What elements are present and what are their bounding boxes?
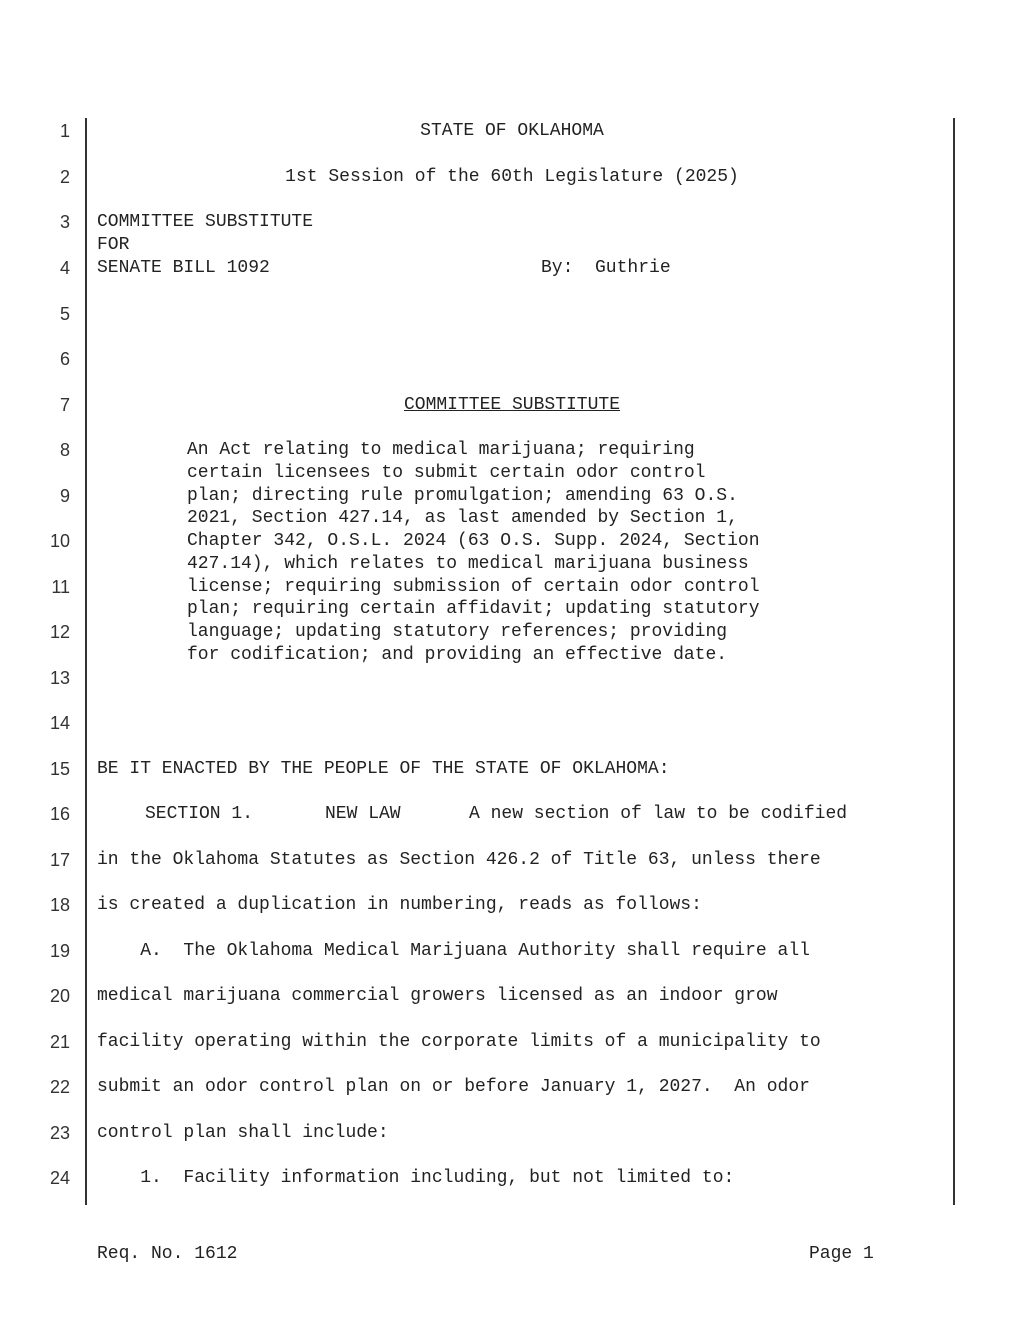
request-number: Req. No. 1612: [97, 1244, 238, 1264]
body-line: facility operating within the corporate limits of a municipality to: [97, 1032, 821, 1052]
section-type: NEW LAW: [325, 804, 401, 824]
bill-designation-line-3: SENATE BILL 1092: [97, 258, 270, 278]
line-number: 21: [49, 1032, 70, 1052]
line-number: 5: [59, 304, 70, 324]
page-number: Page 1: [809, 1244, 874, 1264]
line-number: 1: [59, 121, 70, 141]
body-line: submit an odor control plan on or before January 1, 2027. An odor: [97, 1077, 810, 1097]
substitute-heading: COMMITTEE SUBSTITUTE: [403, 395, 621, 415]
right-margin-rule: [953, 118, 955, 1205]
body-line: control plan shall include:: [97, 1123, 389, 1143]
session-heading: 1st Session of the 60th Legislature (2025): [285, 167, 739, 187]
bill-author: By: Guthrie: [541, 258, 671, 278]
line-number: 22: [49, 1077, 70, 1097]
line-number: 24: [49, 1168, 70, 1188]
line-number: 11: [51, 577, 70, 597]
line-number: 18: [49, 895, 70, 915]
title-line: 427.14), which relates to medical marijuana business: [187, 554, 749, 574]
title-line: An Act relating to medical marijuana; requiring: [187, 440, 695, 460]
body-line: A. The Oklahoma Medical Marijuana Authority shall require all: [97, 941, 810, 961]
line-number: 6: [59, 349, 70, 369]
line-number: 20: [49, 986, 70, 1006]
section-intro: A new section of law to be codified: [469, 804, 848, 824]
title-line: 2021, Section 427.14, as last amended by Section 1,: [187, 508, 738, 528]
body-line: is created a duplication in numbering, reads as follows:: [97, 895, 702, 915]
body-line: medical marijuana commercial growers licensed as an indoor grow: [97, 986, 778, 1006]
line-number: 2: [59, 167, 70, 187]
line-number: 3: [59, 212, 70, 232]
bill-designation-line-1: COMMITTEE SUBSTITUTE: [97, 212, 314, 232]
enacting-clause: BE IT ENACTED BY THE PEOPLE OF THE STATE OF OKLAHOMA:: [97, 759, 670, 779]
state-heading: STATE OF OKLAHOMA: [420, 121, 604, 141]
title-line: Chapter 342, O.S.L. 2024 (63 O.S. Supp. 2024, Section: [187, 531, 760, 551]
title-line: for codification; and providing an effective date.: [187, 645, 728, 665]
line-number: 4: [59, 258, 70, 278]
line-number: 17: [49, 850, 70, 870]
title-line: language; updating statutory references; providing: [187, 622, 728, 642]
body-line: 1. Facility information including, but not limited to:: [97, 1168, 735, 1188]
title-line: plan; requiring certain affidavit; updating statutory: [187, 599, 760, 619]
line-number: 13: [49, 668, 70, 688]
line-number: 19: [49, 941, 70, 961]
left-margin-rule: [85, 118, 87, 1205]
section-number: SECTION 1.: [145, 804, 254, 824]
line-number: 14: [49, 713, 70, 733]
line-number: 15: [49, 759, 70, 779]
title-line: certain licensees to submit certain odor control: [187, 463, 706, 483]
line-number: 12: [49, 622, 70, 642]
bill-designation-line-2: FOR: [97, 235, 130, 255]
line-number: 10: [49, 531, 70, 551]
line-number: 23: [49, 1123, 70, 1143]
line-number: 16: [49, 804, 70, 824]
body-line: in the Oklahoma Statutes as Section 426.2 of Title 63, unless there: [97, 850, 821, 870]
line-number: 9: [59, 486, 70, 506]
title-line: plan; directing rule promulgation; amending 63 O.S.: [187, 486, 738, 506]
line-number: 8: [59, 440, 70, 460]
line-number: 7: [59, 395, 70, 415]
title-line: license; requiring submission of certain odor control: [187, 577, 760, 597]
